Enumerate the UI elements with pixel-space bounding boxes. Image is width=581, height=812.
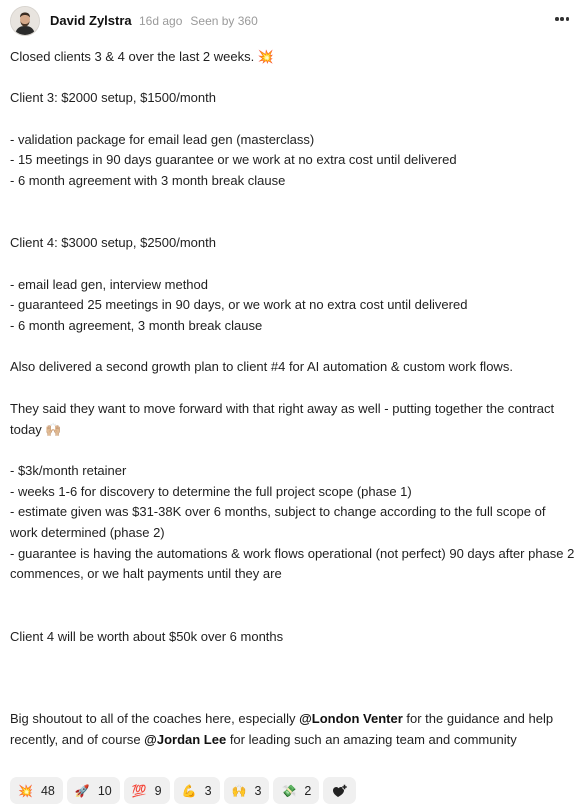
post-paragraph: They said they want to move forward with that right away as well - putting together the contract today 🙌🏼 [10,400,555,437]
reactions-bar [10,777,356,804]
post-paragraphs [10,47,576,709]
post-paragraph: Closed clients 3 & 4 over the last 2 weeks. 💥 [10,49,275,64]
post-paragraph: - 6 month agreement, 3 month break clause [10,318,263,334]
post-paragraph: - estimate given was $31-38K over 6 months, subject to change according to the full scope of work determined (phase 2) [10,504,546,541]
blank-line [10,668,576,689]
reaction-raising-hands[interactable] [224,777,270,804]
reaction-list [10,777,319,804]
shoutout-text-before: Big shoutout to all of the coaches here, especially [10,711,300,727]
mention-london-venter[interactable]: @London Venter [299,711,403,727]
blank-line [10,647,576,668]
post-paragraph: - guarantee is having the automations & work flows operational (not perfect) 90 days after phase 2 commences, or we halt payments until they are [10,545,575,582]
post-paragraph: - 6 month agreement with 3 month break clause [10,173,286,189]
blank-line [10,337,576,358]
blank-line [10,254,576,275]
reaction-hundred-points[interactable] [124,777,170,804]
seen-by-count[interactable]: Seen by 360 [190,14,258,28]
collision-emoji: 💥 [18,783,33,798]
reaction-count: 9 [154,783,162,798]
mention-jordan-lee[interactable]: @Jordan Lee [144,732,227,747]
blank-line [10,585,576,606]
post-paragraph: Also delivered a second growth plan to client #4 for AI automation & custom work flows. [10,359,513,375]
post-paragraph: - 15 meetings in 90 days guarantee or we work at no extra cost until delivered [10,152,457,168]
post-header [10,6,571,36]
shoutout-paragraph [10,709,576,750]
reaction-money-with-wings[interactable] [273,777,319,804]
post-paragraph: Client 3: $2000 setup, $1500/month [10,90,216,106]
post-paragraph: - validation package for email lead gen (masterclass) [10,131,315,147]
reaction-collision[interactable] [10,777,63,804]
shoutout-text-after: for leading such an amazing team and community [226,732,517,747]
post-body [10,47,576,751]
post-meta [139,14,258,28]
reaction-count: 10 [97,783,112,798]
post-paragraph: - $3k/month retainer [10,462,127,478]
flexed-biceps-emoji: 💪 [181,783,197,798]
blank-line [10,440,576,461]
avatar-photo-icon [11,7,39,35]
reaction-rocket[interactable] [67,777,120,804]
blank-line [10,192,576,213]
money-with-wings-emoji: 💸 [281,783,297,798]
rocket-emoji: 🚀 [74,783,90,798]
blank-line [10,606,576,627]
shoutout-text-middle: for the guidance and help recently, and of course [10,711,554,747]
reaction-count: 48 [40,783,55,798]
post-paragraph: - weeks 1-6 for discovery to determine the full project scope (phase 1) [10,483,412,499]
blank-line [10,68,576,89]
blank-line [10,213,576,234]
more-options-icon[interactable] [555,17,569,21]
reaction-count: 3 [254,783,262,798]
post-paragraph: Client 4 will be worth about $50k over 6 months [10,628,284,644]
author-avatar[interactable] [10,6,40,36]
blank-line [10,109,576,130]
add-reaction-icon [332,784,348,798]
post-paragraph: - email lead gen, interview method [10,276,208,292]
reaction-flexed-biceps[interactable] [174,777,220,804]
add-reaction-button[interactable] [323,777,356,804]
blank-line [10,689,576,710]
post-paragraph: Client 4: $3000 setup, $2500/month [10,235,216,251]
reaction-count: 2 [304,783,312,798]
hundred-points-emoji: 💯 [131,783,147,798]
post-time: 16d ago [139,14,183,28]
reaction-count: 3 [204,783,212,798]
post-paragraph: - guaranteed 25 meetings in 90 days, or we work at no extra cost until delivered [10,297,468,313]
blank-line [10,378,576,399]
author-name[interactable]: David Zylstra [50,13,132,28]
raising-hands-emoji: 🙌 [231,783,247,798]
